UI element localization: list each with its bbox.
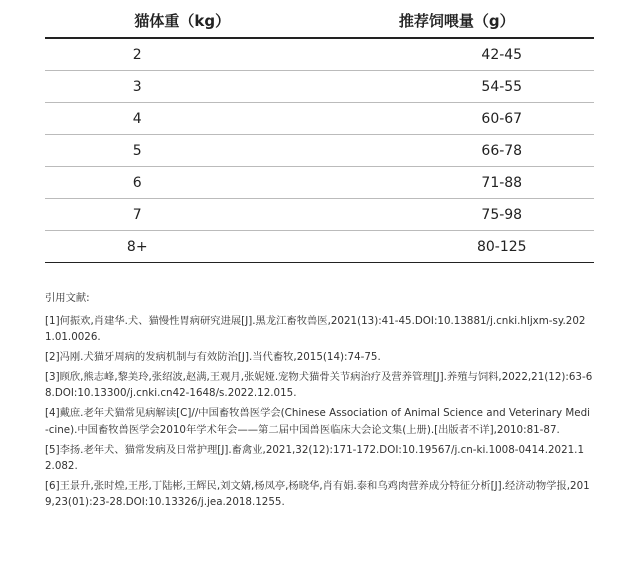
table-row — [45, 231, 594, 263]
references-title: 引用文献: — [45, 292, 90, 304]
feeding-table-container — [45, 4, 594, 263]
cell-feed: 71-88 — [320, 167, 595, 199]
reference-item: [6]王景升,张时煌,王彤,丁陆彬,王辉民,刘文婧,杨凤亭,杨晓华,肖有娟.泰和乌鸡肉营养成分特征分析[J].经济动物学报,2019,23(01):23-28.DOI:10.13326/j.jea.2018.1255. — [45, 479, 590, 509]
table-row — [45, 135, 594, 167]
table-row — [45, 38, 594, 71]
reference-item: [2]冯刚.犬猫牙周病的发病机制与有效防治[J].当代畜牧,2015(14):74-75. — [45, 350, 381, 363]
header-cat-weight: 猫体重（kg） — [45, 4, 320, 38]
header-recommended-feed: 推荐饲喂量（g） — [320, 4, 595, 38]
feeding-table — [45, 4, 594, 263]
cell-feed: 75-98 — [320, 199, 595, 231]
table-row — [45, 103, 594, 135]
reference-item: [3]顾欣,熊志峰,黎美玲,张绍波,赵满,王观月,张妮娅.宠物犬猫骨关节病治疗及营养管理[J].养殖与饲料,2022,21(12):63-68.DOI:10.13300/j.cnki.cn42-1648/s.2022.12.015. — [45, 370, 593, 400]
reference-item: [5]李扬.老年犬、猫常发病及日常护理[J].畜禽业,2021,32(12):171-172.DOI:10.19567/j.cn-ki.1008-0414.2021.12.082. — [45, 443, 585, 473]
cell-feed: 60-67 — [320, 103, 595, 135]
cell-feed: 54-55 — [320, 71, 595, 103]
table-header-row — [45, 4, 594, 38]
cell-weight: 3 — [45, 71, 320, 103]
cell-weight: 7 — [45, 199, 320, 231]
cell-weight: 6 — [45, 167, 320, 199]
table-row — [45, 167, 594, 199]
table-row — [45, 71, 594, 103]
table-row — [45, 199, 594, 231]
cell-weight: 5 — [45, 135, 320, 167]
cell-weight: 8+ — [45, 231, 320, 263]
cell-weight: 4 — [45, 103, 320, 135]
cell-feed: 80-125 — [320, 231, 595, 263]
cell-feed: 42-45 — [320, 38, 595, 71]
references-section — [45, 290, 593, 514]
reference-item: [4]戴庶.老年犬猫常见病解读[C]//中国畜牧兽医学会(Chinese Association of Animal Science and Veterinary Medi-cine).中国畜牧兽医学会2010年学术年会——第二届中国兽医临床大会论文集(上册).[出版者不详],2010:81-87. — [45, 407, 591, 436]
reference-item: [1]何振欢,肖建华.犬、猫慢性胃病研究进展[J].黑龙江畜牧兽医,2021(13):41-45.DOI:10.13881/j.cnki.hljxm-sy.2021.01.0026. — [45, 314, 586, 344]
cell-feed: 66-78 — [320, 135, 595, 167]
cell-weight: 2 — [45, 38, 320, 71]
